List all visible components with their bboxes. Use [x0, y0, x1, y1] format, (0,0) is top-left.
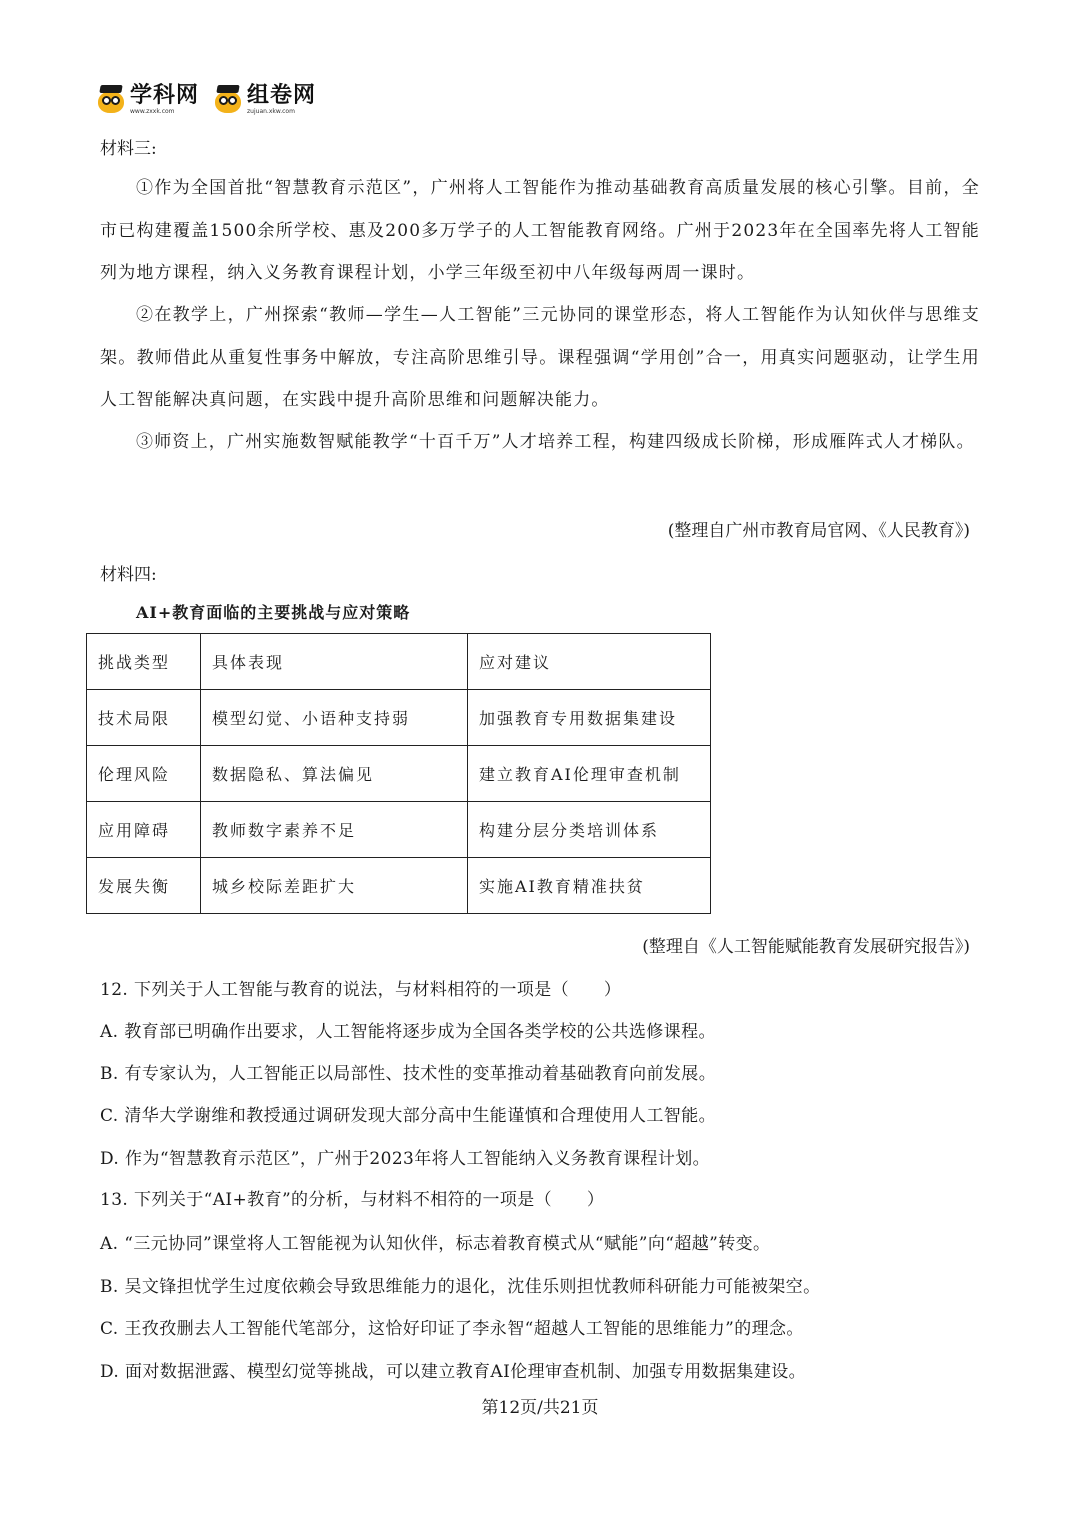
zujuan-logo	[213, 85, 316, 115]
question-13-option-d: D. 面对数据泄露、模型幻觉等挑战，可以建立教育AI伦理审查机制、加强专用数据集建设。	[100, 1362, 807, 1382]
question-12-option-a: A. 教育部已明确作出要求，人工智能将逐步成为全国各类学校的公共选修课程。	[100, 1022, 716, 1042]
material3-heading: 材料三:	[100, 139, 157, 159]
logo-name: 组卷网	[247, 83, 317, 108]
zxxk-logo	[96, 85, 199, 115]
table-header-cell: 挑战类型	[87, 634, 201, 690]
material4-heading: 材料四:	[100, 565, 157, 585]
owl-icon	[96, 85, 126, 115]
table-cell: 发展失衡	[87, 858, 201, 914]
material3-paragraph-2: ②在教学上，广州探索“教师—学生—人工智能”三元协同的课堂形态，将人工智能作为认知伙伴与思维支架。教师借此从重复性事务中解放，专注高阶思维引导。课程强调“学用创”合一，用真实问题驱动，让学生用人工智能解决真问题，在实践中提升高阶思维和问题解决能力。	[100, 305, 980, 410]
table-row	[87, 858, 711, 914]
table-cell: 构建分层分类培训体系	[468, 802, 711, 858]
table-cell: 伦理风险	[87, 746, 201, 802]
table-cell: 建立教育AI伦理审查机制	[468, 746, 711, 802]
owl-icon	[213, 85, 243, 115]
question-12-option-c: C. 清华大学谢维和教授通过调研发现大部分高中生能谨慎和合理使用人工智能。	[100, 1106, 717, 1126]
material3-paragraph-1: ①作为全国首批“智慧教育示范区”，广州将人工智能作为推动基础教育高质量发展的核心引擎。目前，全市已构建覆盖1500余所学校、惠及200多万学子的人工智能教育网络。广州于2023年在全国率先将人工智能列为地方课程，纳入义务教育课程计划，小学三年级至初中八年级每两周一课时。	[100, 178, 980, 283]
table-cell: 加强教育专用数据集建设	[468, 690, 711, 746]
page-number: 第12页/共21页	[481, 1398, 599, 1418]
table-header-row	[87, 634, 711, 690]
question-13-stem: 13. 下列关于“AI+教育”的分析，与材料不相符的一项是（ ）	[100, 1190, 605, 1210]
material3-source: (整理自广州市教育局官网、《人民教育》)	[667, 521, 970, 541]
question-12-option-d: D. 作为“智慧教育示范区”，广州于2023年将人工智能纳入义务教育课程计划。	[100, 1149, 711, 1169]
logo-url: www.zxxk.com	[130, 108, 175, 115]
question-13-option-a: A. “三元协同”课堂将人工智能视为认知伙伴，标志着教育模式从“赋能”向“超越”转变。	[100, 1234, 771, 1254]
table-cell: 教师数字素养不足	[201, 802, 468, 858]
material3-paragraph-3: ③师资上，广州实施数智赋能教学“十百千万”人才培养工程，构建四级成长阶梯，形成雁阵式人才梯队。	[136, 432, 975, 452]
table-cell: 城乡校际差距扩大	[201, 858, 468, 914]
header-logos	[96, 80, 316, 120]
logo-url: zujuan.xkw.com	[247, 108, 295, 115]
question-13-option-b: B. 吴文锋担忧学生过度依赖会导致思维能力的退化，沈佳乐则担忧教师科研能力可能被架空。	[100, 1277, 821, 1297]
table-cell: 数据隐私、算法偏见	[201, 746, 468, 802]
challenge-table	[86, 633, 711, 914]
table-header-cell: 应对建议	[468, 634, 711, 690]
material4-source: (整理自《人工智能赋能教育发展研究报告》)	[642, 937, 970, 957]
logo-name: 学科网	[130, 83, 200, 108]
table-cell: 技术局限	[87, 690, 201, 746]
table-title: AI+教育面临的主要挑战与应对策略	[136, 603, 411, 622]
table-cell: 模型幻觉、小语种支持弱	[201, 690, 468, 746]
table-row	[87, 802, 711, 858]
table-cell: 应用障碍	[87, 802, 201, 858]
question-13-option-c: C. 王孜孜删去人工智能代笔部分，这恰好印证了李永智“超越人工智能的思维能力”的理念。	[100, 1319, 804, 1339]
table-row	[87, 690, 711, 746]
table-header-cell: 具体表现	[201, 634, 468, 690]
table-row	[87, 746, 711, 802]
question-12-stem: 12. 下列关于人工智能与教育的说法，与材料相符的一项是（ ）	[100, 980, 622, 1000]
table-cell: 实施AI教育精准扶贫	[468, 858, 711, 914]
question-12-option-b: B. 有专家认为，人工智能正以局部性、技术性的变革推动着基础教育向前发展。	[100, 1064, 717, 1084]
